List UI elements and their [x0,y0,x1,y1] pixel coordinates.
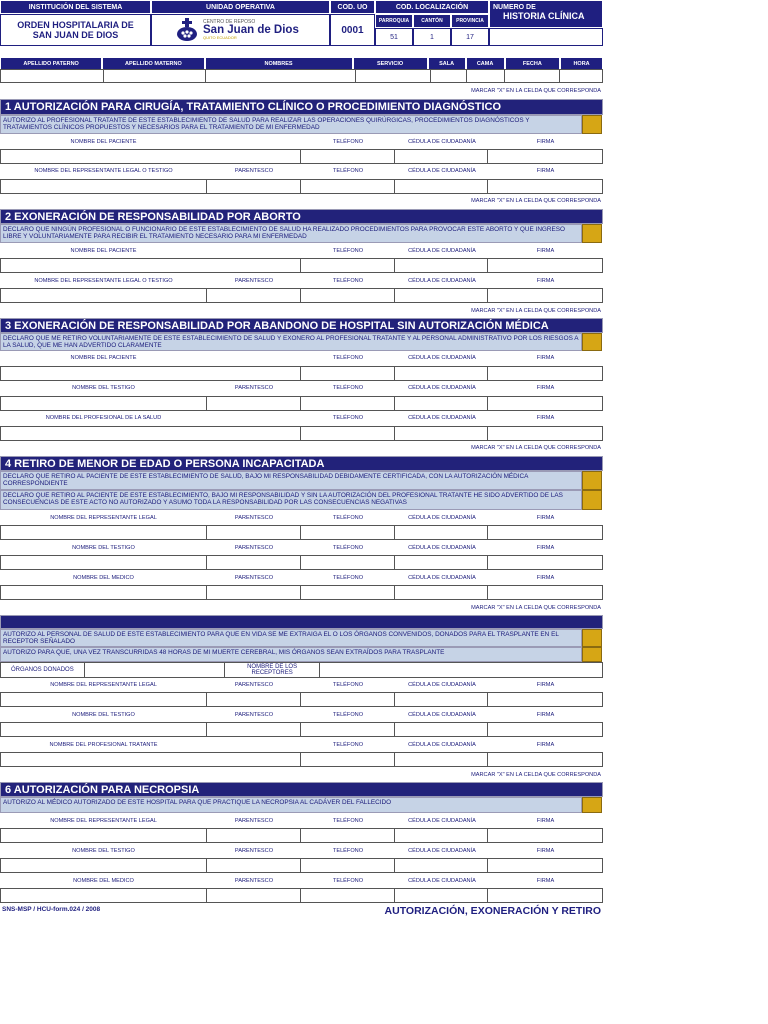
firma-field[interactable] [488,289,602,302]
telefono-field[interactable] [301,859,395,872]
representante-field[interactable] [1,526,207,539]
section-4-title: 4 RETIRO DE MENOR DE EDAD O PERSONA INCAPACITADA [0,456,603,471]
logo-city: QUITO ECUADOR [203,35,237,41]
label-cedula: CÉDULA DE CIUDADANÍA [408,515,476,521]
apellido-materno-field[interactable] [104,70,207,82]
firma-field[interactable] [488,526,602,539]
label-parentesco: PARENTESCO [234,515,274,521]
historia-clinica-header [489,0,603,28]
label-representante-legal: NOMBRE DEL REPRESENTANTE LEGAL [50,818,157,824]
form-row [0,888,603,903]
cedula-field[interactable] [395,889,489,902]
form-row [0,525,603,540]
servicio-field[interactable] [356,70,431,82]
telefono-field[interactable] [301,586,395,599]
form-row [0,366,603,381]
telefono-field[interactable] [301,556,395,569]
nombre-paciente-field[interactable] [1,259,301,272]
representante-field[interactable] [1,693,207,706]
label-nombre-testigo: NOMBRE DEL TESTIGO [72,545,135,551]
label-firma: FIRMA [536,248,555,254]
label-telefono: TELÉFONO [332,848,364,854]
section-4-mark-box-1[interactable] [582,471,602,490]
form-row [0,828,603,843]
label-nombre-testigo: NOMBRE DEL TESTIGO [72,385,135,391]
telefono-field[interactable] [301,693,395,706]
parentesco-field[interactable] [207,723,301,736]
historia-clinica-number-field[interactable] [489,28,603,46]
testigo-field[interactable] [1,859,207,872]
label-telefono: TELÉFONO [332,575,364,581]
label-nombre-paciente: NOMBRE DEL PACIENTE [70,355,137,361]
firma-field[interactable] [488,397,602,410]
section-6-mark-box[interactable] [582,797,602,813]
label-firma: FIRMA [536,682,555,688]
label-telefono: TELÉFONO [332,818,364,824]
receptores-field[interactable] [320,663,602,677]
canton-label-cell [413,14,451,28]
firma-field[interactable] [488,259,602,272]
label-firma: FIRMA [536,818,555,824]
logo-name: San Juan de Dios [203,23,299,36]
firma-field[interactable] [488,586,602,599]
cod-localizacion-header: COD. LOCALIZACIÓN [375,0,489,14]
hora-header: HORA [560,57,603,71]
section-4-declaration-1: DECLARO QUE RETIRO AL PACIENTE DE ESTE ESTABLECIMIENTO DE SALUD, BAJO MI RESPONSABILIDAD DEBIDAMENTE CERTIFICADA, CON LA AUTORIZACIÓN MÉDICA CORRESPONDIENTE [0,471,582,490]
label-telefono: TELÉFONO [332,355,364,361]
form-row [0,752,603,767]
label-firma: FIRMA [536,385,555,391]
label-firma: FIRMA [536,139,555,145]
label-telefono: TELÉFONO [332,415,364,421]
parentesco-field[interactable] [207,526,301,539]
firma-field[interactable] [488,723,602,736]
provincia-label: PROVINCIA [456,18,484,24]
label-telefono: TELÉFONO [332,712,364,718]
medico-field[interactable] [1,889,207,902]
label-parentesco: PARENTESCO [234,682,274,688]
section-1-mark-box[interactable] [582,115,602,134]
label-telefono: TELÉFONO [332,248,364,254]
patient-data-row [0,69,603,83]
firma-field[interactable] [488,859,602,872]
section-6-declaration: AUTORIZO AL MÉDICO AUTORIZADO DE ESTE HOSPITAL PARA QUE PRACTIQUE LA NECROPSIA AL CADÁVER DEL FALLECIDO [0,797,582,813]
parentesco-field[interactable] [207,859,301,872]
cedula-field[interactable] [395,180,489,193]
label-parentesco: PARENTESCO [234,385,274,391]
telefono-field[interactable] [301,397,395,410]
form-row [0,288,603,303]
section-3-title: 3 EXONERACIÓN DE RESPONSABILIDAD POR ABANDONO DE HOSPITAL SIN AUTORIZACIÓN MÉDICA [0,318,603,333]
medico-field[interactable] [1,586,207,599]
canton-label: CANTÓN [421,18,443,24]
cedula-field[interactable] [395,289,489,302]
label-profesional-tratante: NOMBRE DEL PROFESIONAL TRATANTE [49,742,158,748]
label-representante-legal: NOMBRE DEL REPRESENTANTE LEGAL [50,682,157,688]
patient-header-row [0,57,603,69]
section-1-declaration: AUTORIZO AL PROFESIONAL TRATANTE DE ESTE ESTABLECIMIENTO DE SALUD PARA REALIZAR LAS OPERACIONES QUIRÚRGICAS, PROCEDIMIENTOS DIAGNÓSTICOS Y TRATAMIENTOS CLÍNICOS PROPUESTOS Y NECESARIOS PARA EL TRATAMIENTO DE MI ENFERMEDAD [0,115,582,134]
label-cedula: CÉDULA DE CIUDADANÍA [408,168,476,174]
mark-note: MARCAR "X" EN LA CELDA QUE CORRESPONDA [471,445,601,451]
cedula-field[interactable] [395,526,489,539]
hora-field[interactable] [560,70,602,82]
cedula-field[interactable] [395,723,489,736]
label-firma: FIRMA [536,415,555,421]
label-parentesco: PARENTESCO [234,878,274,884]
form-row [0,396,603,411]
telefono-field[interactable] [301,889,395,902]
firma-field[interactable] [488,180,602,193]
mark-note: MARCAR "X" EN LA CELDA QUE CORRESPONDA [471,605,601,611]
section-5-declaration-1: AUTORIZO AL PERSONAL DE SALUD DE ESTE ESTABLECIMIENTO PARA QUE EN VIDA SE ME EXTRAIGA EL O LOS ÓRGANOS CONVENIDOS, DONADOS PARA EL TRASPLANTE EN EL RECEPTOR SEÑALADO [0,629,582,647]
parentesco-field[interactable] [207,289,301,302]
firma-field[interactable] [488,150,602,163]
parentesco-field[interactable] [207,397,301,410]
label-cedula: CÉDULA DE CIUDADANÍA [408,385,476,391]
parentesco-field[interactable] [207,556,301,569]
form-row [0,426,603,441]
label-parentesco: PARENTESCO [234,545,274,551]
canton-value[interactable]: 1 [413,28,451,46]
sala-header: SALA [428,57,466,71]
numero-label: NUMERO DE [493,4,536,11]
institucion-value: ORDEN HOSPITALARIA DE SAN JUAN DE DIOS [0,14,151,46]
firma-field[interactable] [488,889,602,902]
form-title: AUTORIZACIÓN, EXONERACIÓN Y RETIRO [384,905,601,917]
form-row [0,258,603,273]
section-3-declaration: DECLARO QUE ME RETIRO VOLUNTARIAMENTE DE ESTE ESTABLECIMIENTO DE SALUD Y EXONERO AL PROFESIONAL TRATANTE Y AL PERSONAL ADMINISTRATIVO POR LOS RIESGOS A LA SALUD, QUE ME HAN ADVERTIDO CLARAMENTE [0,333,582,351]
cedula-field[interactable] [395,556,489,569]
parroquia-label-cell [375,14,413,28]
cama-field[interactable] [467,70,505,82]
label-parentesco: PARENTESCO [234,575,274,581]
label-firma: FIRMA [536,712,555,718]
label-cedula: CÉDULA DE CIUDADANÍA [408,818,476,824]
label-cedula: CÉDULA DE CIUDADANÍA [408,575,476,581]
label-telefono: TELÉFONO [332,385,364,391]
label-profesional-salud: NOMBRE DEL PROFESIONAL DE LA SALUD [45,415,162,421]
label-firma: FIRMA [536,878,555,884]
label-cedula: CÉDULA DE CIUDADANÍA [408,878,476,884]
cedula-field[interactable] [395,367,489,380]
form-row [0,692,603,707]
testigo-field[interactable] [1,397,207,410]
label-telefono: TELÉFONO [332,278,364,284]
label-telefono: TELÉFONO [332,545,364,551]
label-cedula: CÉDULA DE CIUDADANÍA [408,355,476,361]
label-firma: FIRMA [536,575,555,581]
telefono-field[interactable] [301,723,395,736]
label-nombre-testigo: NOMBRE DEL TESTIGO [72,712,135,718]
cedula-field[interactable] [395,397,489,410]
label-representante-legal: NOMBRE DEL REPRESENTANTE LEGAL [50,515,157,521]
apellido-paterno-field[interactable] [1,70,104,82]
label-firma: FIRMA [536,515,555,521]
cedula-field[interactable] [395,859,489,872]
firma-field[interactable] [488,693,602,706]
profesional-tratante-field[interactable] [1,753,301,766]
section-4-mark-box-2[interactable] [582,490,602,510]
form-row [0,722,603,737]
label-cedula: CÉDULA DE CIUDADANÍA [408,278,476,284]
parentesco-field[interactable] [207,889,301,902]
parentesco-field[interactable] [207,586,301,599]
parentesco-field[interactable] [207,829,301,842]
firma-field[interactable] [488,367,602,380]
section-5-mark-box-2[interactable] [582,647,602,662]
testigo-field[interactable] [1,723,207,736]
nombres-field[interactable] [206,70,356,82]
section-2-declaration: DECLARO QUE NINGÚN PROFESIONAL O FUNCIONARIO DE ESTE ESTABLECIMIENTO DE SALUD HA REALIZADO PROCEDIMIENTOS PARA PROVOCAR ESTE ABORTO Y QUE INGRESO LIBRE Y VOLUNTARIAMENTE PARA RECIBIR EL TRATAMIENTO NECESARIO PARA MI ENFERMEDAD [0,224,582,243]
apellido-paterno-header: APELLIDO PATERNO [0,57,102,71]
label-telefono: TELÉFONO [332,742,364,748]
label-parentesco: PARENTESCO [234,168,274,174]
representante-field[interactable] [1,289,207,302]
label-parentesco: PARENTESCO [234,818,274,824]
label-receptores: NOMBRE DE LOS RECEPTORES [225,663,320,677]
telefono-field[interactable] [301,753,395,766]
label-cedula: CÉDULA DE CIUDADANÍA [408,848,476,854]
institucion-header: INSTITUCIÓN DEL SISTEMA [0,0,151,14]
label-firma: FIRMA [536,742,555,748]
representante-field[interactable] [1,829,207,842]
label-cedula: CÉDULA DE CIUDADANÍA [408,139,476,145]
label-nombre-medico: NOMBRE DEL MEDICO [73,878,134,884]
firma-field[interactable] [488,753,602,766]
section-2-title: 2 EXONERACIÓN DE RESPONSABILIDAD POR ABORTO [0,209,603,224]
label-parentesco: PARENTESCO [234,278,274,284]
firma-field[interactable] [488,829,602,842]
organ-donation-row [0,662,603,678]
section-3-mark-box[interactable] [582,333,602,351]
telefono-field[interactable] [301,526,395,539]
label-firma: FIRMA [536,168,555,174]
pomegranate-cross-icon [174,18,200,42]
nombre-paciente-field[interactable] [1,150,301,163]
label-cedula: CÉDULA DE CIUDADANÍA [408,682,476,688]
mark-note: MARCAR "X" EN LA CELDA QUE CORRESPONDA [471,308,601,314]
cedula-field[interactable] [395,150,489,163]
mark-note: MARCAR "X" EN LA CELDA QUE CORRESPONDA [471,772,601,778]
label-telefono: TELÉFONO [332,682,364,688]
telefono-field[interactable] [301,367,395,380]
label-telefono: TELÉFONO [332,168,364,174]
form-row [0,858,603,873]
form-row [0,585,603,600]
label-telefono: TELÉFONO [332,139,364,145]
provincia-label-cell [451,14,489,28]
section-1-title: 1 AUTORIZACIÓN PARA CIRUGÍA, TRATAMIENTO CLÍNICO O PROCEDIMIENTO DIAGNÓSTICO [0,99,603,115]
form-row [0,555,603,570]
parroquia-value[interactable]: 51 [375,28,413,46]
testigo-field[interactable] [1,556,207,569]
historia-label: HISTORIA CLÍNICA [503,11,585,21]
provincia-value[interactable]: 17 [451,28,489,46]
mark-note: MARCAR "X" EN LA CELDA QUE CORRESPONDA [471,198,601,204]
label-nombre-paciente: NOMBRE DEL PACIENTE [70,248,137,254]
label-firma: FIRMA [536,545,555,551]
hospital-logo [151,14,330,46]
section-6-title: 6 AUTORIZACIÓN PARA NECROPSIA [0,782,603,797]
label-cedula: CÉDULA DE CIUDADANÍA [408,248,476,254]
parroquia-label: PARROQUIA [378,18,410,24]
cod-uo-header: COD. UO [330,0,375,14]
section-2-mark-box[interactable] [582,224,602,243]
organos-donados-field[interactable] [85,663,226,677]
telefono-field[interactable] [301,150,395,163]
firma-field[interactable] [488,556,602,569]
section-4-declaration-2: DECLARO QUE RETIRO AL PACIENTE DE ESTE ESTABLECIMIENTO, BAJO MI RESPONSABILIDAD Y SIN LA AUTORIZACIÓN DEL PROFESIONAL TRATANTE HE SIDO ADVERTIDO DE LAS CONSECUENCIAS DE ESTE ACTO NO AUTORIZADO Y ASUMO TODA LA RESPONSABILIDAD POR LAS CONSECUENCIAS NEGATIVAS [0,490,582,510]
label-cedula: CÉDULA DE CIUDADANÍA [408,415,476,421]
form-row [0,179,603,194]
cedula-field[interactable] [395,829,489,842]
label-nombre-testigo: NOMBRE DEL TESTIGO [72,848,135,854]
label-telefono: TELÉFONO [332,878,364,884]
telefono-field[interactable] [301,289,395,302]
telefono-field[interactable] [301,180,395,193]
label-representante-testigo: NOMBRE DEL REPRESENTANTE LEGAL O TESTIGO [34,168,173,174]
nombre-paciente-field[interactable] [1,367,301,380]
label-parentesco: PARENTESCO [234,848,274,854]
parentesco-field[interactable] [207,180,301,193]
label-firma: FIRMA [536,848,555,854]
nombres-header: NOMBRES [205,57,353,71]
telefono-field[interactable] [301,829,395,842]
fecha-field[interactable] [505,70,560,82]
logo-subtitle: CENTRO DE REPOSO [203,18,256,25]
profesional-field[interactable] [1,427,301,440]
form-code: SNS-MSP / HCU-form.024 / 2008 [2,906,101,913]
mark-note: MARCAR "X" EN LA CELDA QUE CORRESPONDA [471,88,601,94]
cama-header: CAMA [466,57,505,71]
representante-field[interactable] [1,180,207,193]
cedula-field[interactable] [395,427,489,440]
telefono-field[interactable] [301,427,395,440]
label-organos-donados: ÓRGANOS DONADOS [1,663,85,677]
label-nombre-medico: NOMBRE DEL MEDICO [73,575,134,581]
section-5-title-bar [0,615,603,629]
apellido-materno-header: APELLIDO MATERNO [102,57,204,71]
label-parentesco: PARENTESCO [234,712,274,718]
label-cedula: CÉDULA DE CIUDADANÍA [408,742,476,748]
cedula-field[interactable] [395,259,489,272]
parentesco-field[interactable] [207,693,301,706]
servicio-header: SERVICIO [353,57,428,71]
label-representante-testigo: NOMBRE DEL REPRESENTANTE LEGAL O TESTIGO [34,278,173,284]
cedula-field[interactable] [395,693,489,706]
firma-field[interactable] [488,427,602,440]
label-cedula: CÉDULA DE CIUDADANÍA [408,545,476,551]
section-5-mark-box-1[interactable] [582,629,602,647]
label-telefono: TELÉFONO [332,515,364,521]
label-nombre-paciente: NOMBRE DEL PACIENTE [70,139,137,145]
sala-field[interactable] [431,70,468,82]
cedula-field[interactable] [395,753,489,766]
label-firma: FIRMA [536,355,555,361]
unidad-header: UNIDAD OPERATIVA [151,0,330,14]
label-cedula: CÉDULA DE CIUDADANÍA [408,712,476,718]
label-firma: FIRMA [536,278,555,284]
fecha-header: FECHA [505,57,561,71]
cod-uo-value: 0001 [330,14,375,46]
form-row [0,149,603,164]
telefono-field[interactable] [301,259,395,272]
section-5-declaration-2: AUTORIZO PARA QUE, UNA VEZ TRANSCURRIDAS 48 HORAS DE MI MUERTE CEREBRAL, MIS ÓRGANOS SEAN EXTRAÍDOS PARA TRASPLANTE [0,647,582,662]
cedula-field[interactable] [395,586,489,599]
